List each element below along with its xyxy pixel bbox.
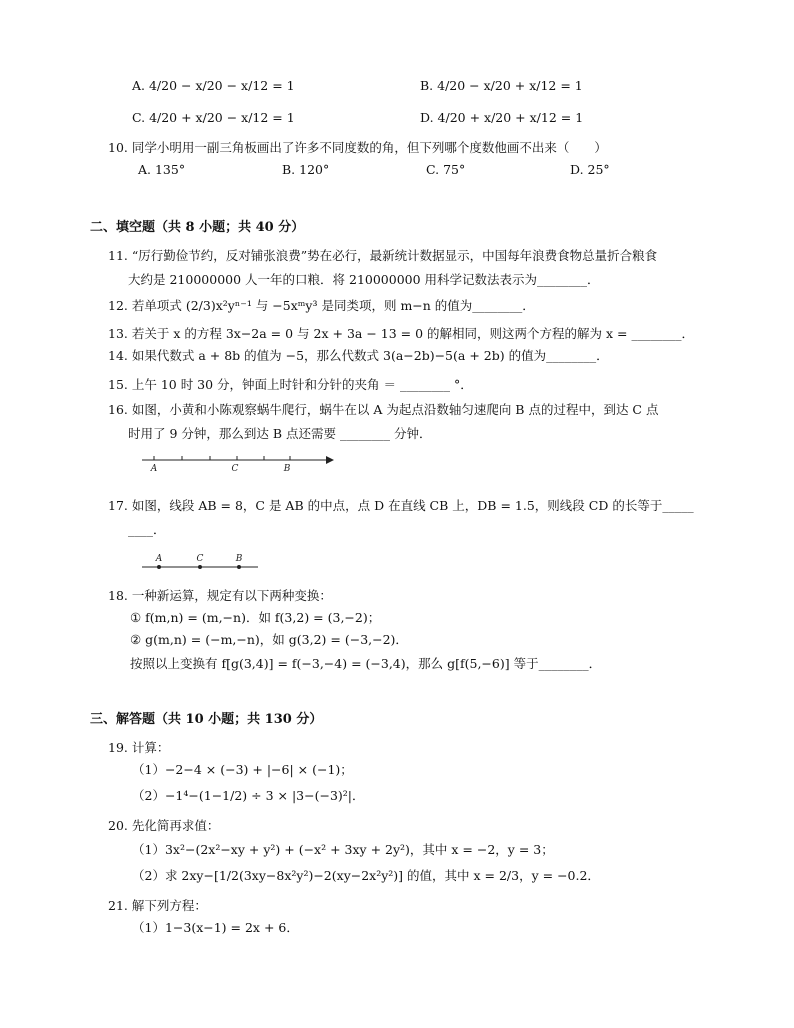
q10-option-d: D. 25° [570, 162, 610, 177]
q9-option-d: D. 4/20 + x/20 + x/12 = 1 [420, 110, 584, 125]
q10-stem: 10. 同学小明用一副三角板画出了许多不同度数的角，但下列哪个度数他画不出来（ ） [108, 140, 607, 155]
q11-line2: 大约是 210000000 人一年的口粮．将 210000000 用科学记数法表示为________． [128, 272, 600, 287]
q17-line1: 17. 如图，线段 AB = 8，C 是 AB 的中点，点 D 在直线 CB 上，DB = 1.5，则线段 CD 的长等于_____ [108, 498, 694, 513]
section3-title: 三、解答题（共 10 小题；共 130 分） [90, 712, 323, 727]
q10-option-a: A. 135° [138, 162, 186, 177]
q21-part1: （1）1−3(x−1) = 2x + 6． [132, 920, 299, 935]
q20-part1: （1）3x²−(2x²−xy + y²) + (−x² + 3xy + 2y²)，其中 x = −2，y = 3； [132, 842, 554, 857]
section2-title: 二、填空题（共 8 小题；共 40 分） [90, 220, 305, 235]
q16-label-c: C [231, 464, 239, 474]
q16-line1: 16. 如图，小黄和小陈观察蜗牛爬行，蜗牛在以 A 为起点沿数轴匀速爬向 B 点的过程中，到达 C 点 [108, 402, 659, 417]
q17-label-b: B [235, 554, 243, 564]
q16-axis-arrow [326, 456, 334, 464]
q17-point-a [157, 565, 161, 569]
q17-line2: ____． [128, 522, 166, 537]
q16-line2: 时用了 9 分钟，那么到达 B 点还需要 ________ 分钟． [128, 426, 432, 441]
q16-label-b: B [283, 464, 291, 474]
q9-option-b: B. 4/20 − x/20 + x/12 = 1 [420, 78, 583, 93]
q19-part2: （2）−1⁴−(1−1/2) ÷ 3 × |3−(−3)²|． [132, 788, 365, 803]
q12-text: 12. 若单项式 (2/3)x²yⁿ⁻¹ 与 −5xᵐy³ 是同类项，则 m−n 的值为________． [108, 298, 535, 313]
q19-part1: （1）−2−4 × (−3) + |−6| × (−1)； [132, 762, 353, 777]
q21-stem: 21. 解下列方程： [108, 898, 207, 913]
q14-text: 14. 如果代数式 a + 8b 的值为 −5，那么代数式 3(a−2b)−5(a + 2b) 的值为________． [108, 348, 609, 363]
q20-stem: 20. 先化简再求值： [108, 818, 220, 833]
q17-label-a: A [155, 554, 163, 564]
q16-label-a: A [150, 464, 158, 474]
q18-line4: 按照以上变换有 f[g(3,4)] = f(−3,−4) = (−3,4)，那么 g[f(5,−6)] 等于________． [130, 656, 602, 671]
q11-line1: 11. “厉行勤俭节约，反对铺张浪费”势在必行，最新统计数据显示，中国每年浪费食物总量折合粮食 [108, 248, 658, 263]
q17-label-c: C [196, 554, 204, 564]
q10-option-b: B. 120° [282, 162, 330, 177]
q9-option-c: C. 4/20 + x/20 − x/12 = 1 [132, 110, 295, 125]
q19-stem: 19. 计算： [108, 740, 170, 755]
q9-option-a: A. 4/20 − x/20 − x/12 = 1 [132, 78, 295, 93]
q17-point-b [237, 565, 241, 569]
q10-option-c: C. 75° [426, 162, 466, 177]
q16-number-line-figure [140, 452, 336, 474]
q18-line3: ② g(m,n) = (−m,−n)，如 g(3,2) = (−3,−2)． [130, 632, 408, 647]
q20-part2: （2）求 2xy−[1/2(3xy−8x²y²)−2(xy−2x²y²)] 的值，其中 x = 2/3，y = −0.2． [132, 868, 600, 883]
q18-line2: ① f(m,n) = (m,−n)．如 f(3,2) = (3,−2)； [130, 610, 381, 625]
q18-line1: 18. 一种新运算，规定有以下两种变换： [108, 588, 332, 603]
q17-segment-figure [138, 550, 262, 574]
q15-text: 15. 上午 10 时 30 分，钟面上时针和分针的夹角 ＝ ________ °． [108, 377, 473, 392]
q13-text: 13. 若关于 x 的方程 3x−2a = 0 与 2x + 3a − 13 = 0 的解相同，则这两个方程的解为 x = ________． [108, 326, 694, 341]
q17-point-c [198, 565, 202, 569]
